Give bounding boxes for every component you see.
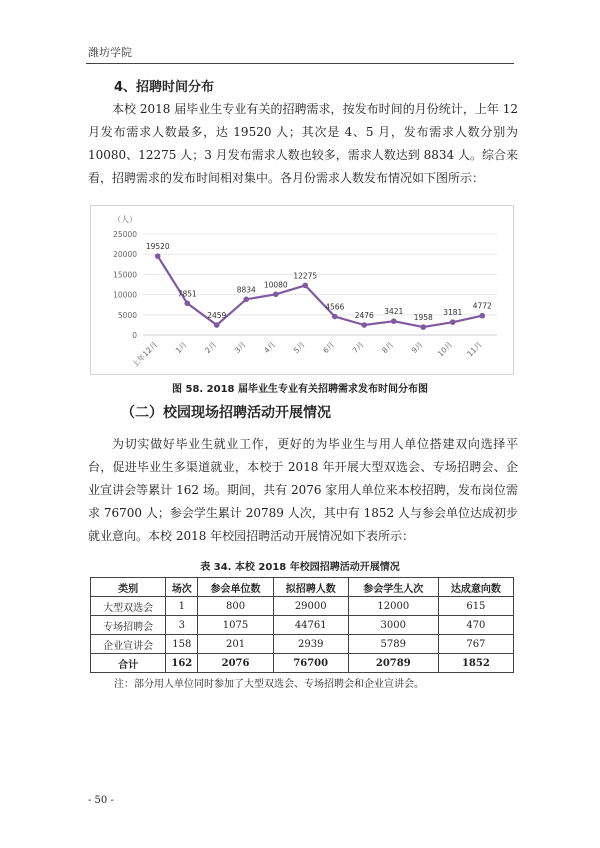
figure-caption: 图 58. 2018 届毕业生专业有关招聘需求发布时间分布图 — [172, 384, 428, 395]
page-number: - 50 - — [88, 795, 114, 806]
table-cell: 3 — [166, 616, 198, 635]
table-cell: 76700 — [273, 654, 348, 673]
y-tick-label: 25000 — [113, 230, 137, 239]
data-label: 7851 — [177, 289, 197, 299]
data-point — [420, 324, 426, 330]
table-cell: 158 — [166, 635, 198, 654]
data-point — [273, 291, 279, 297]
line-chart-svg — [91, 206, 513, 374]
y-tick-label: 0 — [132, 331, 137, 340]
table-cell: 5789 — [348, 635, 438, 654]
x-tick-label: 3月 — [232, 340, 248, 356]
x-tick-label: 2月 — [203, 340, 219, 356]
data-point — [214, 322, 220, 328]
data-label: 1958 — [413, 313, 433, 323]
table-cell: 12000 — [348, 597, 438, 616]
table-cell: 29000 — [273, 597, 348, 616]
data-point — [155, 253, 161, 259]
data-point — [450, 319, 456, 325]
table-caption: 表 34. 本校 2018 年校园招聘活动开展情况 — [200, 562, 400, 573]
table-cell: 专场招聘会 — [91, 616, 166, 635]
data-label: 3421 — [384, 307, 404, 317]
data-point — [184, 300, 190, 306]
x-tick-label: 9月 — [409, 340, 425, 356]
data-point — [332, 314, 338, 320]
y-tick-label: 15000 — [113, 270, 137, 280]
table-row — [91, 635, 514, 654]
x-tick-label: 8月 — [380, 340, 396, 356]
y-tick-label: 5000 — [117, 310, 137, 320]
data-label: 10080 — [263, 280, 288, 290]
data-label: 2459 — [207, 311, 227, 321]
table-cell: 20789 — [348, 654, 438, 673]
x-tick-label: 上年12月 — [130, 340, 160, 370]
table-row — [91, 616, 514, 635]
section-heading-recruit-time: 4、招聘时间分布 — [114, 80, 215, 95]
table-note: 注：部分用人单位同时参加了大型双选会、专场招聘会和企业宣讲会。 — [114, 679, 424, 690]
data-point — [302, 283, 308, 289]
table-total-row — [91, 654, 514, 673]
line-chart — [90, 205, 514, 375]
table-header-cell: 类别 — [91, 578, 166, 597]
table-cell: 767 — [438, 635, 513, 654]
x-tick-label: 1月 — [173, 340, 189, 356]
header-rule — [86, 63, 514, 64]
table-cell: 企业宣讲会 — [91, 635, 166, 654]
table-header-cell: 参会单位数 — [198, 578, 273, 597]
table-cell: 470 — [438, 616, 513, 635]
x-tick-label: 11月 — [465, 340, 484, 359]
data-label: 19520 — [145, 242, 170, 252]
y-axis-label: （人） — [113, 215, 137, 224]
table-cell: 1075 — [198, 616, 273, 635]
section-heading-campus-recruit: （二）校园现场招聘活动开展情况 — [121, 405, 331, 421]
table-cell: 1 — [166, 597, 198, 616]
paragraph-recruit-time: 本校 2018 届毕业生专业有关的招聘需求，按发布时间的月份统计，上年 12 月发布需求人数最多，达 19520 人；其次是 4、5 月，发布需求人数分别为 10080、12275 人；3 月发布需求人数也较多，需求人数达到 8834 人。综合来看，招聘需求的发布时间相对集中。各月份需求人数发布情况如下图所示： — [88, 102, 518, 185]
recruit-activity-table — [90, 577, 514, 673]
data-point — [243, 297, 249, 303]
paragraph-campus-recruit: 为切实做好毕业生就业工作，更好的为毕业生与用人单位搭建双向选择平台，促进毕业生多渠道就业，本校于 2018 年开展大型双选会、专场招聘会、企业宣讲会等累计 162 场。期间，共有 2076 家用人单位来本校招聘，发布岗位需求 76700 人；参会学生累计 20789 人次，其中有 1852 人与参会单位达成初步就业意向。本校 2018 年校园招聘活动开展情况如下表所示： — [88, 437, 518, 543]
table-cell: 615 — [438, 597, 513, 616]
table-cell: 大型双选会 — [91, 597, 166, 616]
x-tick-label: 4月 — [262, 340, 278, 356]
table-cell: 合计 — [91, 654, 166, 673]
x-tick-label: 5月 — [291, 340, 307, 356]
data-point — [361, 322, 367, 328]
data-label: 8834 — [236, 285, 256, 295]
y-tick-label: 10000 — [113, 290, 137, 300]
table-row — [91, 597, 514, 616]
data-label: 4772 — [472, 301, 492, 311]
table-cell: 2076 — [198, 654, 273, 673]
x-tick-label: 10月 — [435, 340, 455, 359]
table-cell: 44761 — [273, 616, 348, 635]
table-cell: 2939 — [273, 635, 348, 654]
table-header-cell: 拟招聘人数 — [273, 578, 348, 597]
data-label: 4566 — [325, 302, 345, 312]
data-point — [479, 313, 485, 319]
data-point — [391, 318, 397, 324]
table-header-cell: 达成意向数 — [438, 578, 513, 597]
table-header-cell: 场次 — [166, 578, 198, 597]
table-cell: 1852 — [438, 654, 513, 673]
x-tick-label: 6月 — [321, 340, 337, 356]
data-label: 12275 — [293, 271, 318, 281]
table-header-row — [91, 578, 514, 597]
page-header: 潍坊学院 — [88, 46, 132, 59]
table-header-cell: 参会学生人次 — [348, 578, 438, 597]
data-label: 3181 — [443, 308, 463, 318]
table-cell: 201 — [198, 635, 273, 654]
table-cell: 800 — [198, 597, 273, 616]
data-label: 2476 — [354, 310, 374, 320]
table-cell: 3000 — [348, 616, 438, 635]
table-cell: 162 — [166, 654, 198, 673]
x-tick-label: 7月 — [350, 340, 366, 356]
y-tick-label: 20000 — [113, 250, 137, 260]
